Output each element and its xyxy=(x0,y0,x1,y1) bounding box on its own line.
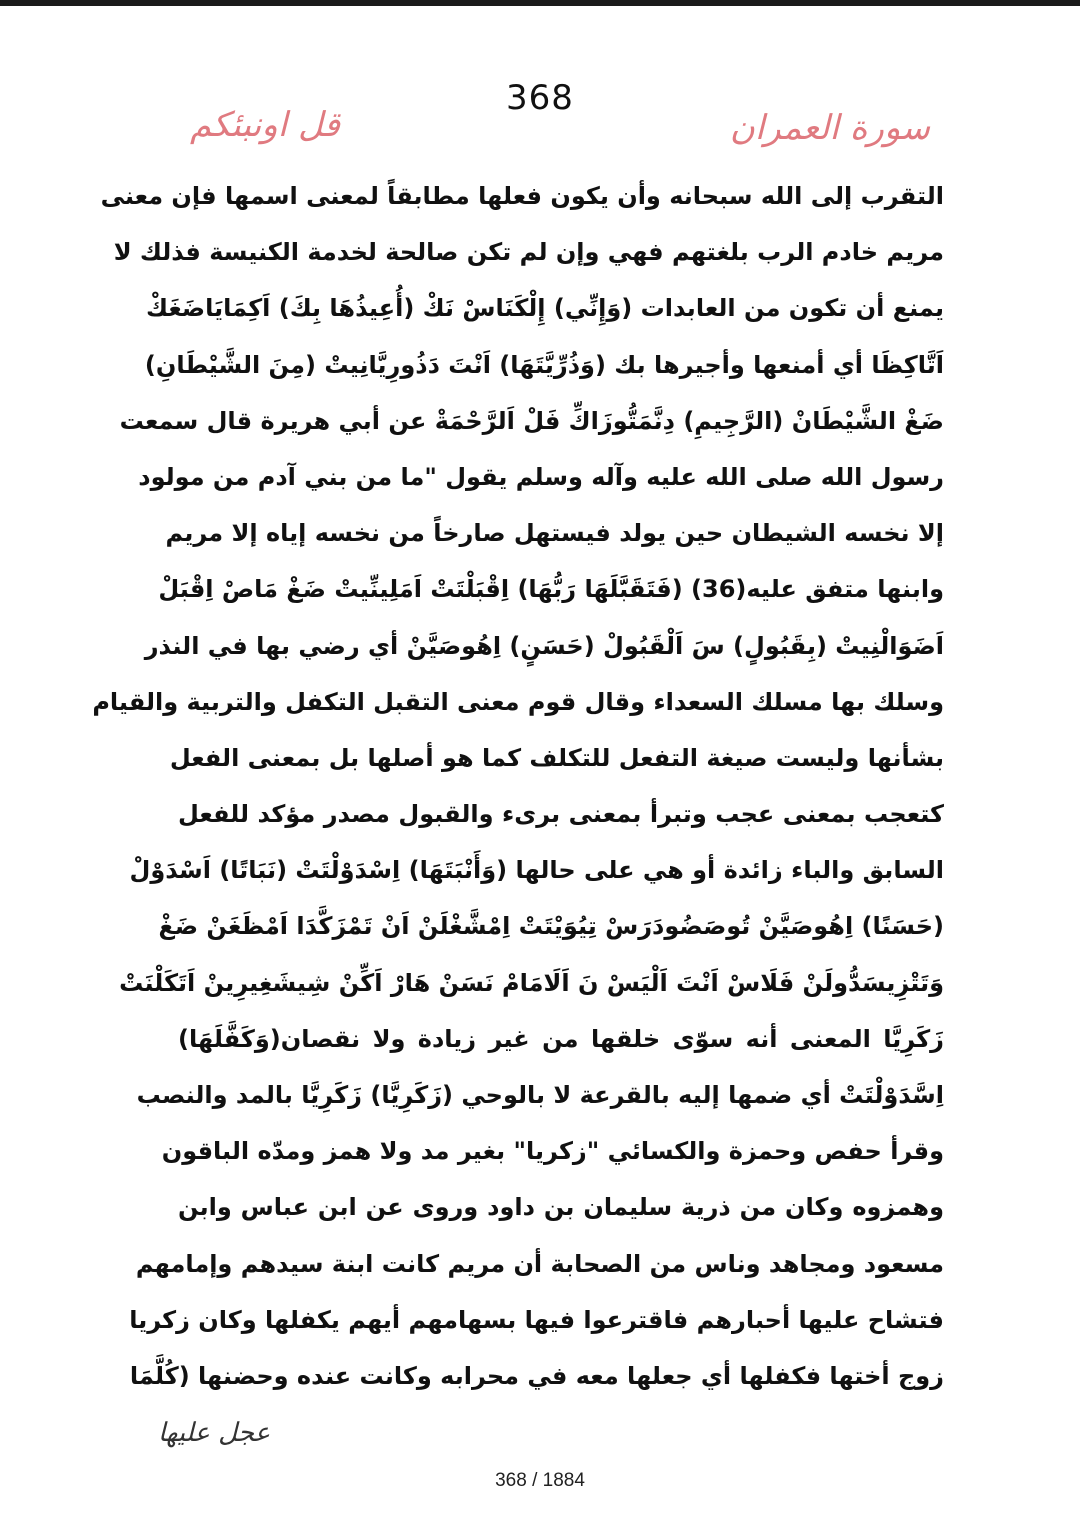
text-line: يمنع أن تكون من العابدات (وَإِنِّي) إِلْكَنَاسْ نَكْ (أُعِيذُهَا بِكَ) اَكِمَايَاضَغَكْ xyxy=(145,294,944,323)
handwritten-margin-note: عجل عليها xyxy=(158,1418,271,1448)
page-number: 368 xyxy=(506,78,574,118)
scan-top-edge xyxy=(0,0,1080,6)
text-line: زوج أختها فكفلها أي جعلها معه في محرابه وكانت عنده وحضنها (كُلَّمَا xyxy=(129,1361,944,1390)
text-line: فتشاح عليها أحبارهم فاقترعوا فيها بسهامهم أيهم يكفلها وكان زكريا xyxy=(129,1305,944,1334)
text-line: وهمزوه وكان من ذرية سليمان بن داود وروى عن ابن عباس وابن xyxy=(178,1193,944,1222)
text-line: بشأنها وليست صيغة التفعل للتكلف كما هو أصلها بل بمعنى الفعل xyxy=(169,743,944,772)
handwritten-surah-name: سورة العمران xyxy=(729,108,930,148)
text-line: وابنها متفق عليه(36) (فَتَقَبَّلَهَا رَبُّهَا) اِقْبَلْتَتْ اَمَلِينِّيتْ ضَغْ مَاصْ اِقْبَلْ xyxy=(158,575,944,604)
text-line: التقرب إلى الله سبحانه وأن يكون فعلها مطابقاً لمعنى اسمها فإن معنى xyxy=(100,182,944,210)
page-indicator: 368 / 1884 xyxy=(495,1470,585,1491)
text-line: زَكَرِيَّا المعنى أنه سوّى خلقها من غير زيادة ولا نقصان(وَكَفَّلَهَا) xyxy=(178,1024,944,1053)
text-line: وَتَتْزِيسَدُّولَنْ فَلَاسْ اَنْتَ اَلْيَسْ نَ اَلَامَامْ نَسَنْ هَارْ اَكِّنْ شِيشَغِيرِينْ اَتَكَلْنَتْ xyxy=(119,968,944,997)
page-body xyxy=(92,168,944,1404)
text-line: مريم خادم الرب بلغتهم فهي وإن لم تكن صالحة لخدمة الكنيسة فذلك لا xyxy=(113,238,944,267)
text-line: مسعود ومجاهد وناس من الصحابة أن مريم كانت ابنة سيدهم وإمامهم xyxy=(135,1249,944,1278)
text-line: وسلك بها مسلك السعداء وقال قوم معنى التقبل التكفل والتربية والقيام xyxy=(92,687,944,716)
text-line: اَضَوَالْنِيتْ (بِقَبُولٍ) سَ اَلْقَبُولْ (حَسَنٍ) اِهُوصَيَّنْ أي رضي بها في النذر xyxy=(144,631,944,660)
text-line: (حَسَنًا) اِهُوصَيَّنْ تُوصَضُودَرَسْ تِيُوَيْتَتْ اِمْشَّغْلَنْ اَنْ تَمْزَكَّدَا اَمْظَغَنْ ضَغْ xyxy=(158,912,944,941)
text-line: إلا نخسه الشيطان حين يولد فيستهل صارخاً من نخسه إياه إلا مريم xyxy=(165,519,944,548)
text-line: وقرأ حفص وحمزة والكسائي "زكريا" بغير مد ولا همز ومدّه الباقون xyxy=(161,1137,944,1166)
text-line: اِسَّدَوْلْتَتْ أي ضمها إليه بالقرعة لا بالوحي (زَكَرِيَّا) زَكَرِيَّا بالمد والنصب xyxy=(136,1081,944,1109)
text-line: ضَغْ الشَّيْطَانْ (الرَّجِيمِ) دِنَّمَتُّوزَاكِّ فَلْ اَلرَّحْمَةْ عن أبي هريرة قال سمعت xyxy=(119,406,944,435)
text-line: كتعجب بمعنى عجب وتبرأ بمعنى برىء والقبول مصدر مؤكد للفعل xyxy=(178,800,944,829)
handwritten-verse-note: قل اونبئكم xyxy=(190,105,341,145)
text-line: رسول الله صلى الله عليه وآله وسلم يقول "ما من بني آدم من مولود xyxy=(138,462,944,491)
text-line: السابق والباء زائدة أو هي على حالها (وَأَنْبَتَهَا) اِسْدَوْلْتَتْ (نَبَاتًا) اَسْدَوْلْ xyxy=(129,856,944,885)
text-line: اَتَّاكِظَا أي أمنعها وأجيرها بك (وَذُرِّيَّتَهَا) اَنْتَ دَذُورِيَّانِيتْ (مِنَ الشَّيْطَانِ) xyxy=(144,350,944,379)
